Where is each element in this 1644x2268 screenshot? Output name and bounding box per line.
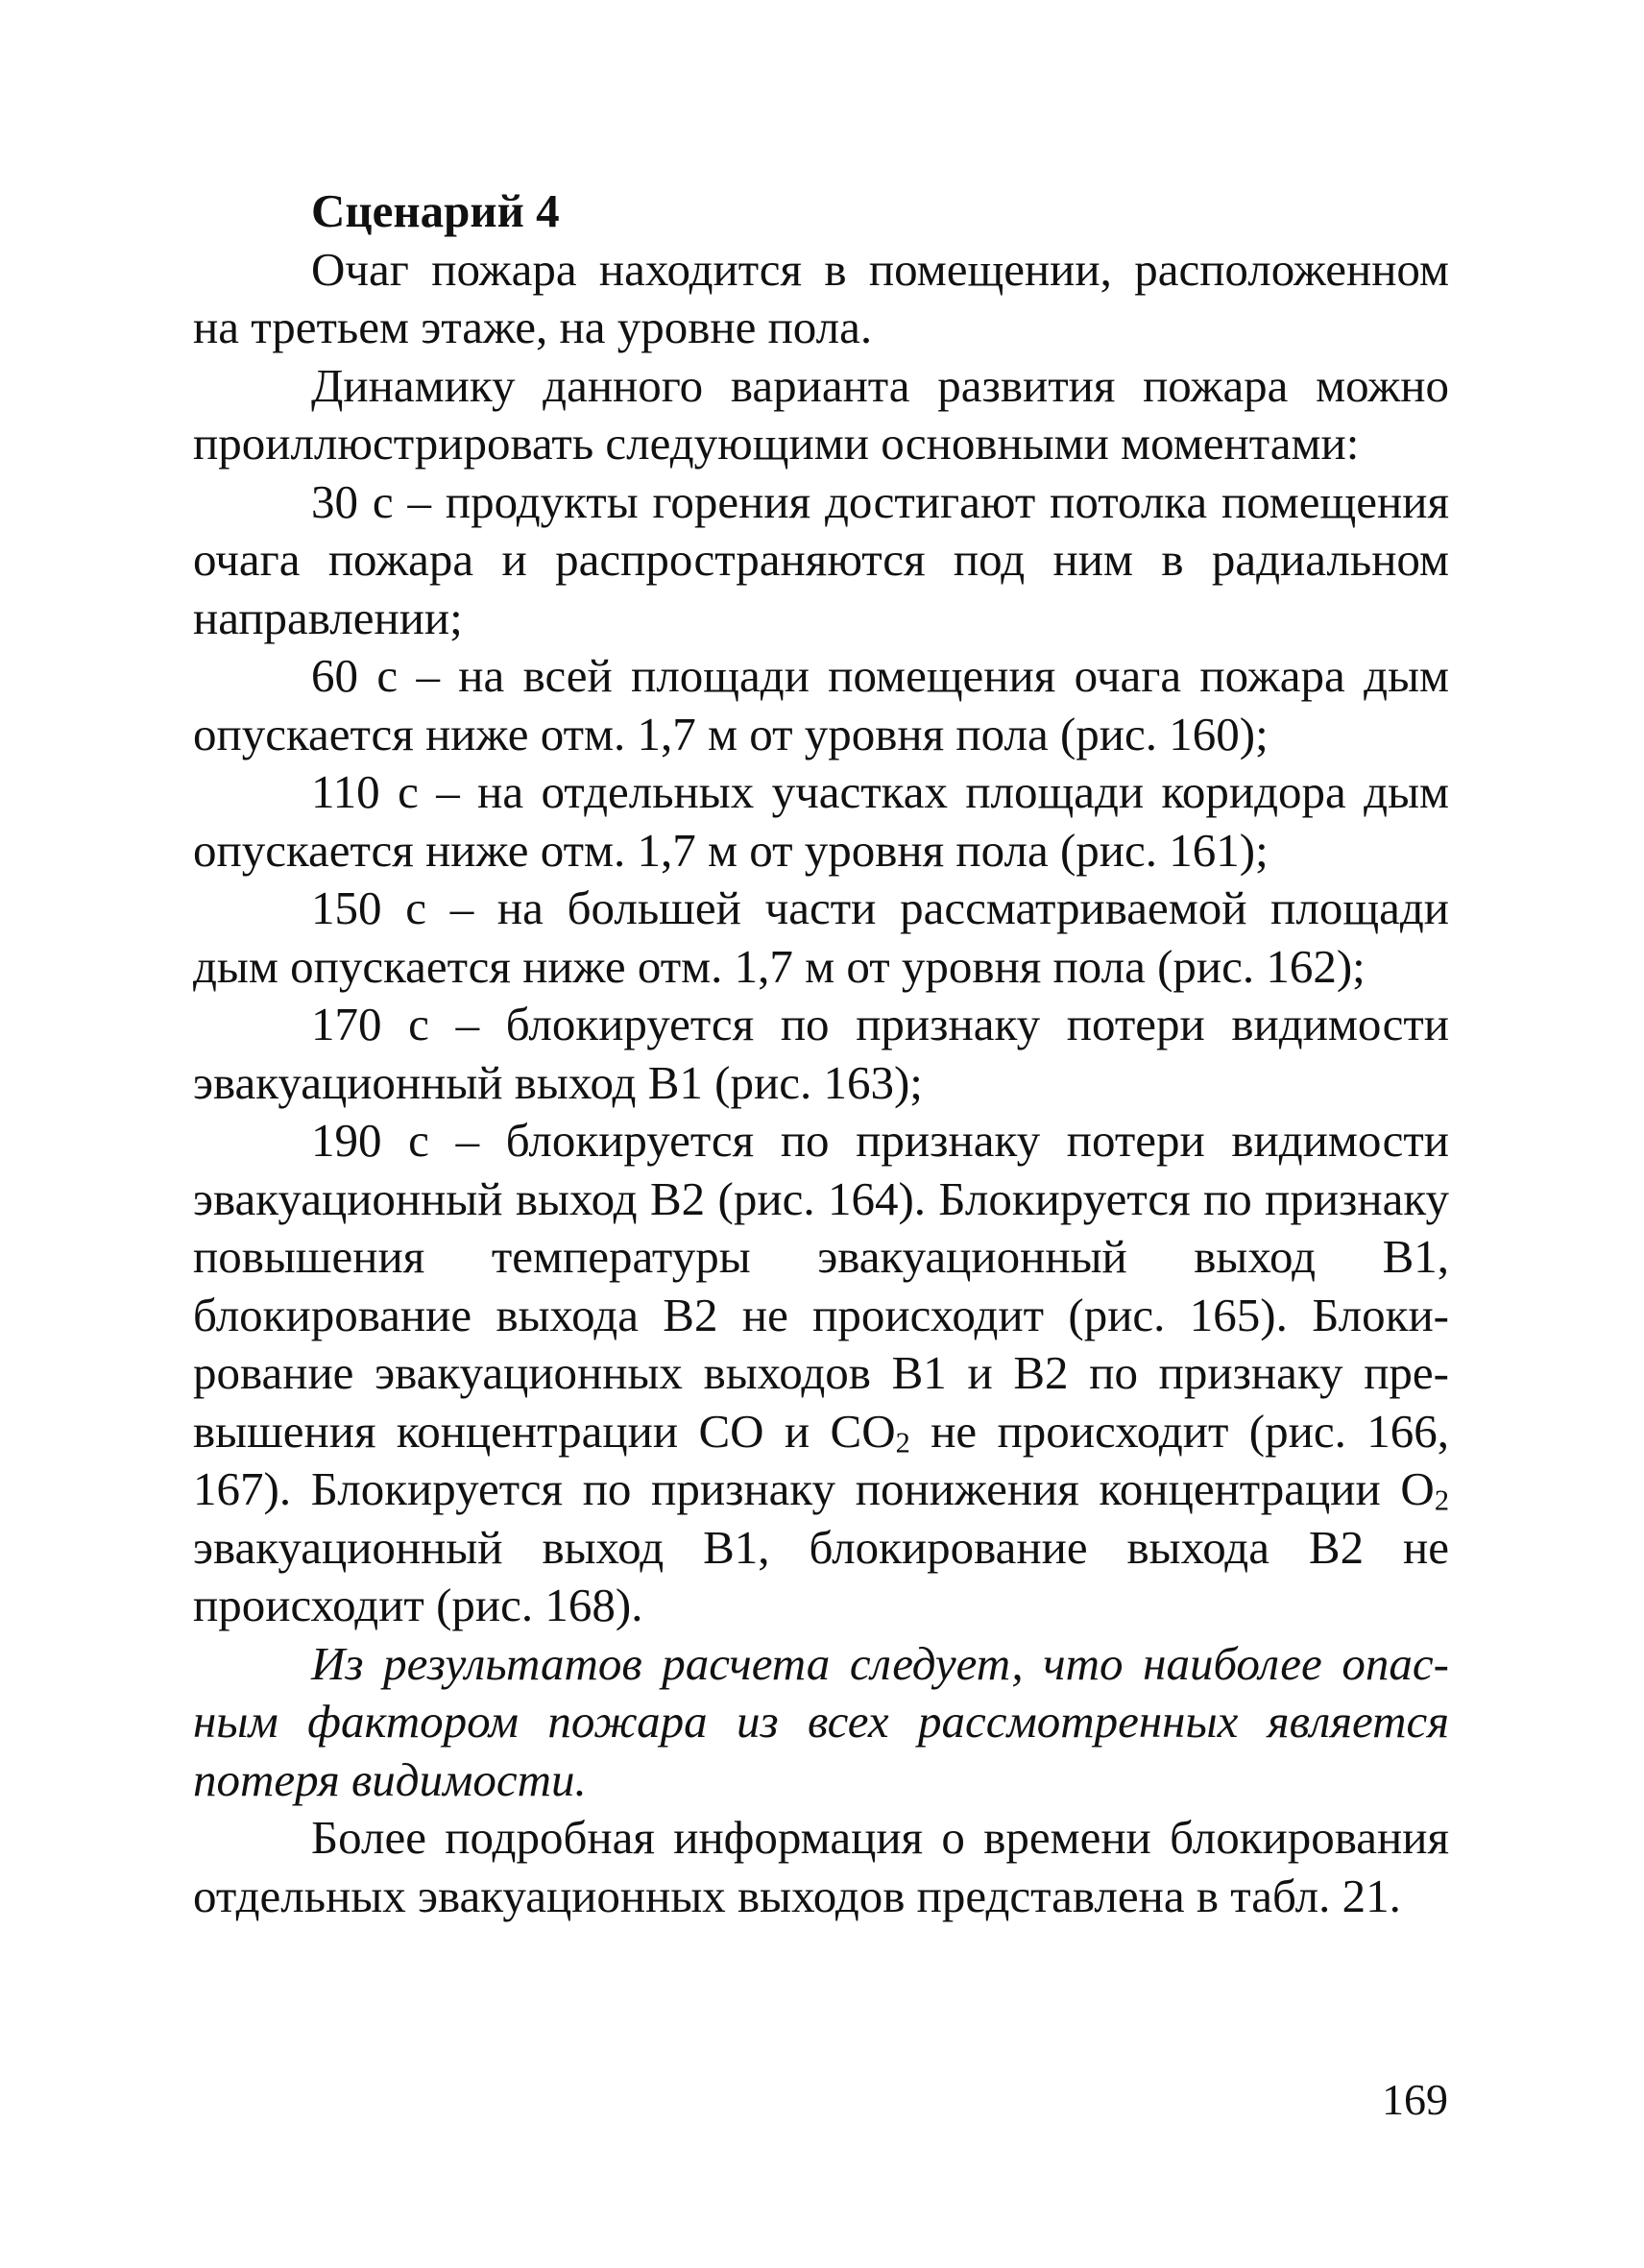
o2-subscript: 2: [1434, 1484, 1449, 1517]
page-body: [193, 182, 1449, 1925]
paragraph-150s: 150 с – на большей части рассматриваемой площади дым опускается ниже отм. 1,7 м от уровня пола (рис. 162);: [193, 881, 1449, 993]
page-number: 169: [1382, 2075, 1448, 2124]
paragraph-30s: 30 с – продукты горения достигают потолка помещения очага пожара и распространяются под ним в радиальном направлении;: [193, 474, 1449, 644]
paragraph-190s-text-2: не происходит (рис. 166, 167). Блокируется по признаку понижения концентрации О: [193, 1404, 1449, 1515]
conclusion-paragraph: Из результатов расчета следует, что наиболее опасным фактором пожара из всех рассмотренных является потеря видимости.: [193, 1636, 1449, 1806]
paragraph-dynamics-intro: Динамику данного варианта развития пожара можно проиллюстрировать следующими основными моментами:: [193, 358, 1449, 470]
paragraph-60s: 60 с – на всей площади помещения очага пожара дым опускается ниже отм. 1,7 м от уровня пола (рис. 160);: [193, 649, 1449, 760]
paragraph-170s: 170 с – блокируется по признаку потери видимости эвакуационный выход В1 (рис. 163);: [193, 998, 1449, 1109]
paragraph-190s: [193, 1112, 1449, 1635]
paragraph-110s: 110 с – на отдельных участках площади коридора дым опускается ниже отм. 1,7 м от уровня пола (рис. 161);: [193, 765, 1449, 877]
paragraph-fire-location: Очаг пожара находится в помещении, расположенном на третьем этаже, на уровне пола.: [193, 242, 1449, 353]
paragraph-190s-text-1: 190 с – блокируется по признаку потери видимости эвакуационный выход В2 (рис. 164). Блокируется по признаку повышения температуры эвакуационный выход В1, блокирование выхода В2 не происходит (рис. 165). Блокирование эвакуационных выходов В1 и В2 по признаку превышения концентрации СО и СО: [193, 1114, 1449, 1458]
final-paragraph: Более подробная информация о времени блокирования отдельных эвакуационных выходов представлена в табл. 21.: [193, 1811, 1449, 1922]
co2-subscript: 2: [895, 1425, 910, 1459]
section-heading: Сценарий 4: [311, 184, 560, 237]
paragraph-190s-text-3: эвакуационный выход В1, блокирование выхода В2 не происходит (рис. 168).: [193, 1520, 1449, 1631]
